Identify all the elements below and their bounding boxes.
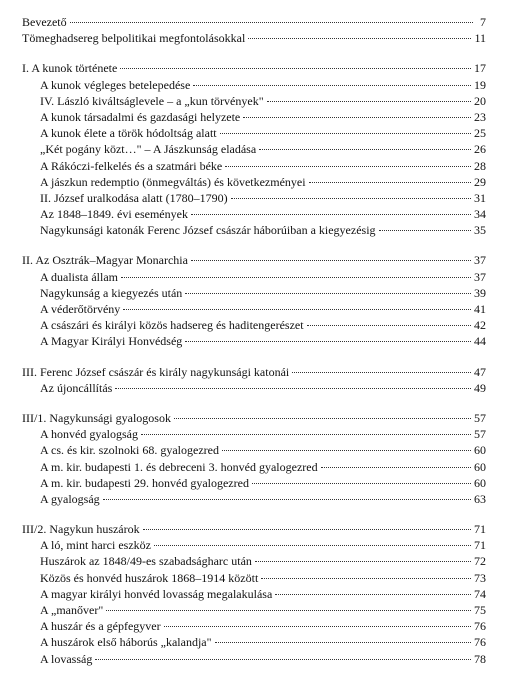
toc-entry-title: Nagykunsági katonák Ferenc József császár háborúiban a kiegyezésig bbox=[40, 223, 376, 238]
dot-leader bbox=[185, 341, 471, 342]
toc-subentry bbox=[22, 174, 486, 190]
dot-leader bbox=[121, 277, 471, 278]
toc-entry-title: A véderőtörvény bbox=[40, 302, 121, 316]
toc-subentry bbox=[22, 285, 486, 301]
toc-entry-title: A m. kir. budapesti 29. honvéd gyalogezred bbox=[40, 475, 249, 490]
toc-entry bbox=[22, 252, 486, 268]
toc-subentry bbox=[22, 141, 486, 157]
toc-entry-title: Az 1848–1849. évi események bbox=[40, 207, 188, 222]
toc-page-number: 74 bbox=[474, 586, 486, 601]
toc-subentry bbox=[22, 222, 486, 238]
dot-leader bbox=[307, 325, 471, 326]
toc-entry-title: A lovasság bbox=[40, 651, 93, 666]
toc-page-number: 35 bbox=[474, 223, 486, 238]
table-of-contents bbox=[22, 14, 486, 667]
toc-entry-title: III/2. Nagykun huszárok bbox=[22, 522, 140, 537]
dot-leader bbox=[193, 85, 471, 86]
dot-leader bbox=[252, 483, 471, 484]
toc-subentry bbox=[22, 109, 486, 125]
toc-entry-title: Huszárok az 1848/49-es szabadságharc után bbox=[40, 554, 252, 569]
toc-subentry bbox=[22, 206, 486, 222]
toc-entry-title: Nagykunság a kiegyezés után bbox=[40, 285, 183, 300]
dot-leader bbox=[164, 626, 471, 627]
toc-page-number: 23 bbox=[474, 109, 486, 124]
toc-page-number: 17 bbox=[474, 61, 486, 76]
toc-subentry bbox=[22, 93, 486, 109]
toc-subentry bbox=[22, 77, 486, 93]
toc-page-number: 44 bbox=[474, 334, 486, 349]
toc-page-number: 37 bbox=[474, 269, 486, 284]
toc-page-number: 29 bbox=[474, 174, 486, 189]
toc-subentry bbox=[22, 570, 486, 586]
toc-entry-title: II. Az Osztrák–Magyar Monarchia bbox=[22, 253, 188, 268]
toc-entry-title: A jászkun redemptio (önmegváltás) és következményei bbox=[40, 174, 306, 189]
toc-entry-title: I. A kunok története bbox=[22, 61, 118, 76]
dot-leader bbox=[215, 642, 471, 643]
toc-page-number: 26 bbox=[474, 142, 486, 157]
dot-leader bbox=[120, 68, 471, 69]
toc-entry bbox=[22, 410, 486, 426]
toc-subentry bbox=[22, 190, 486, 206]
toc-page-number: 72 bbox=[474, 554, 486, 569]
dot-leader bbox=[143, 529, 471, 530]
toc-page-number: 25 bbox=[474, 126, 486, 141]
dot-leader bbox=[185, 293, 471, 294]
toc-subentry bbox=[22, 459, 486, 475]
toc-entry-title: A gyalogság bbox=[40, 491, 100, 506]
toc-entry-title: A honvéd gyalogság bbox=[40, 427, 138, 442]
toc-entry-title: Az újoncállítás bbox=[40, 380, 113, 395]
toc-subentry bbox=[22, 586, 486, 602]
toc-entry-title: A „manőver" bbox=[40, 603, 104, 617]
dot-leader bbox=[379, 230, 471, 231]
dot-leader bbox=[275, 594, 471, 595]
dot-leader bbox=[321, 467, 471, 468]
dot-leader bbox=[123, 309, 471, 310]
toc-subentry bbox=[22, 442, 486, 458]
toc-page-number: 47 bbox=[474, 364, 486, 379]
dot-leader bbox=[309, 182, 471, 183]
toc-subentry bbox=[22, 158, 486, 174]
dot-leader bbox=[220, 133, 471, 134]
toc-page-number: 42 bbox=[474, 318, 486, 333]
toc-entry bbox=[22, 521, 486, 537]
toc-page-number: 73 bbox=[474, 570, 486, 585]
dot-leader bbox=[248, 38, 471, 39]
toc-page-number: 41 bbox=[474, 302, 486, 316]
toc-entry-title: A Magyar Királyi Honvédség bbox=[40, 334, 183, 349]
dot-leader bbox=[95, 659, 471, 660]
toc-subentry bbox=[22, 553, 486, 569]
toc-page-number: 57 bbox=[474, 427, 486, 442]
toc-subentry bbox=[22, 269, 486, 285]
toc-page-number: 78 bbox=[474, 651, 486, 666]
dot-leader bbox=[231, 198, 471, 199]
dot-leader bbox=[255, 561, 471, 562]
toc-subentry bbox=[22, 426, 486, 442]
toc-entry-title: A magyar királyi honvéd lovasság megalakulása bbox=[40, 586, 273, 601]
toc-page-number: 49 bbox=[474, 380, 486, 395]
toc-page-number: 31 bbox=[474, 190, 486, 205]
toc-subentry bbox=[22, 125, 486, 141]
toc-entry-title: A dualista állam bbox=[40, 269, 118, 284]
toc-entry-title: II. József uralkodása alatt (1780–1790) bbox=[40, 190, 228, 205]
toc-page-number: 20 bbox=[474, 93, 486, 108]
dot-leader bbox=[261, 578, 471, 579]
section-gap bbox=[22, 238, 486, 252]
dot-leader bbox=[267, 101, 471, 102]
toc-page-number: 71 bbox=[474, 538, 486, 553]
toc-entry-title: III/1. Nagykunsági gyalogosok bbox=[22, 410, 171, 425]
toc-entry bbox=[22, 364, 486, 380]
toc-entry-title: „Két pogány közt…" – A Jászkunság eladása bbox=[40, 142, 257, 157]
dot-leader bbox=[106, 610, 471, 611]
toc-subentry bbox=[22, 602, 486, 618]
toc-page-number: 19 bbox=[474, 77, 486, 92]
toc-page-number: 76 bbox=[474, 635, 486, 650]
toc-page-number: 34 bbox=[474, 207, 486, 222]
toc-subentry bbox=[22, 380, 486, 396]
toc-page-number: 76 bbox=[474, 619, 486, 634]
toc-entry bbox=[22, 14, 486, 30]
toc-entry-title: Tömeghadsereg belpolitikai megfontolásokkal bbox=[22, 31, 246, 46]
dot-leader bbox=[243, 117, 471, 118]
dot-leader bbox=[259, 149, 471, 150]
dot-leader bbox=[191, 260, 471, 261]
toc-subentry bbox=[22, 301, 486, 317]
toc-subentry bbox=[22, 618, 486, 634]
section-gap bbox=[22, 46, 486, 60]
toc-entry-title: A császári és királyi közös hadsereg és haditengerészet bbox=[40, 318, 304, 333]
section-gap bbox=[22, 350, 486, 364]
toc-entry bbox=[22, 60, 486, 76]
toc-subentry bbox=[22, 634, 486, 650]
toc-entry-title: A Rákóczi-felkelés és a szatmári béke bbox=[40, 158, 223, 173]
toc-entry bbox=[22, 30, 486, 46]
toc-entry-title: III. Ferenc József császár és király nagykunsági katonái bbox=[22, 364, 290, 379]
toc-page-number: 57 bbox=[474, 410, 486, 425]
toc-entry-title: A kunok társadalmi és gazdasági helyzete bbox=[40, 109, 241, 124]
toc-page-number: 37 bbox=[474, 253, 486, 268]
toc-subentry bbox=[22, 651, 486, 667]
toc-page-number: 28 bbox=[474, 158, 486, 173]
dot-leader bbox=[191, 214, 471, 215]
toc-subentry bbox=[22, 317, 486, 333]
toc-page-number: 60 bbox=[474, 443, 486, 458]
toc-page-number: 7 bbox=[480, 15, 486, 29]
toc-entry-title: A ló, mint harci eszköz bbox=[40, 538, 151, 553]
dot-leader bbox=[115, 388, 471, 389]
dot-leader bbox=[292, 372, 471, 373]
toc-subentry bbox=[22, 491, 486, 507]
toc-entry-title: Bevezető bbox=[22, 15, 67, 29]
dot-leader bbox=[174, 418, 471, 419]
toc-entry-title: A kunok végleges betelepedése bbox=[40, 77, 191, 92]
dot-leader bbox=[70, 22, 473, 23]
dot-leader bbox=[154, 545, 471, 546]
section-gap bbox=[22, 396, 486, 410]
toc-entry-title: A m. kir. budapesti 1. és debreceni 3. honvéd gyalogezred bbox=[40, 459, 318, 474]
dot-leader bbox=[222, 450, 471, 451]
toc-subentry bbox=[22, 333, 486, 349]
toc-entry-title: A kunok élete a török hódoltság alatt bbox=[40, 126, 217, 141]
toc-page-number: 60 bbox=[474, 459, 486, 474]
dot-leader bbox=[225, 166, 471, 167]
toc-page-number: 11 bbox=[474, 31, 486, 46]
toc-page-number: 63 bbox=[474, 491, 486, 506]
section-gap bbox=[22, 507, 486, 521]
toc-entry-title: A huszár és a gépfegyver bbox=[40, 619, 161, 634]
toc-page-number: 39 bbox=[474, 285, 486, 300]
toc-entry-title: A huszárok első háborús „kalandja" bbox=[40, 635, 212, 650]
toc-entry-title: IV. László kiváltságlevele – a „kun törvények" bbox=[40, 93, 264, 108]
toc-entry-title: A cs. és kir. szolnoki 68. gyalogezred bbox=[40, 443, 219, 458]
toc-subentry bbox=[22, 537, 486, 553]
toc-page-number: 75 bbox=[474, 603, 486, 617]
toc-page-number: 60 bbox=[474, 475, 486, 490]
dot-leader bbox=[103, 499, 471, 500]
toc-entry-title: Közös és honvéd huszárok 1868–1914 között bbox=[40, 570, 259, 585]
toc-subentry bbox=[22, 475, 486, 491]
dot-leader bbox=[141, 434, 471, 435]
toc-page-number: 71 bbox=[474, 522, 486, 537]
